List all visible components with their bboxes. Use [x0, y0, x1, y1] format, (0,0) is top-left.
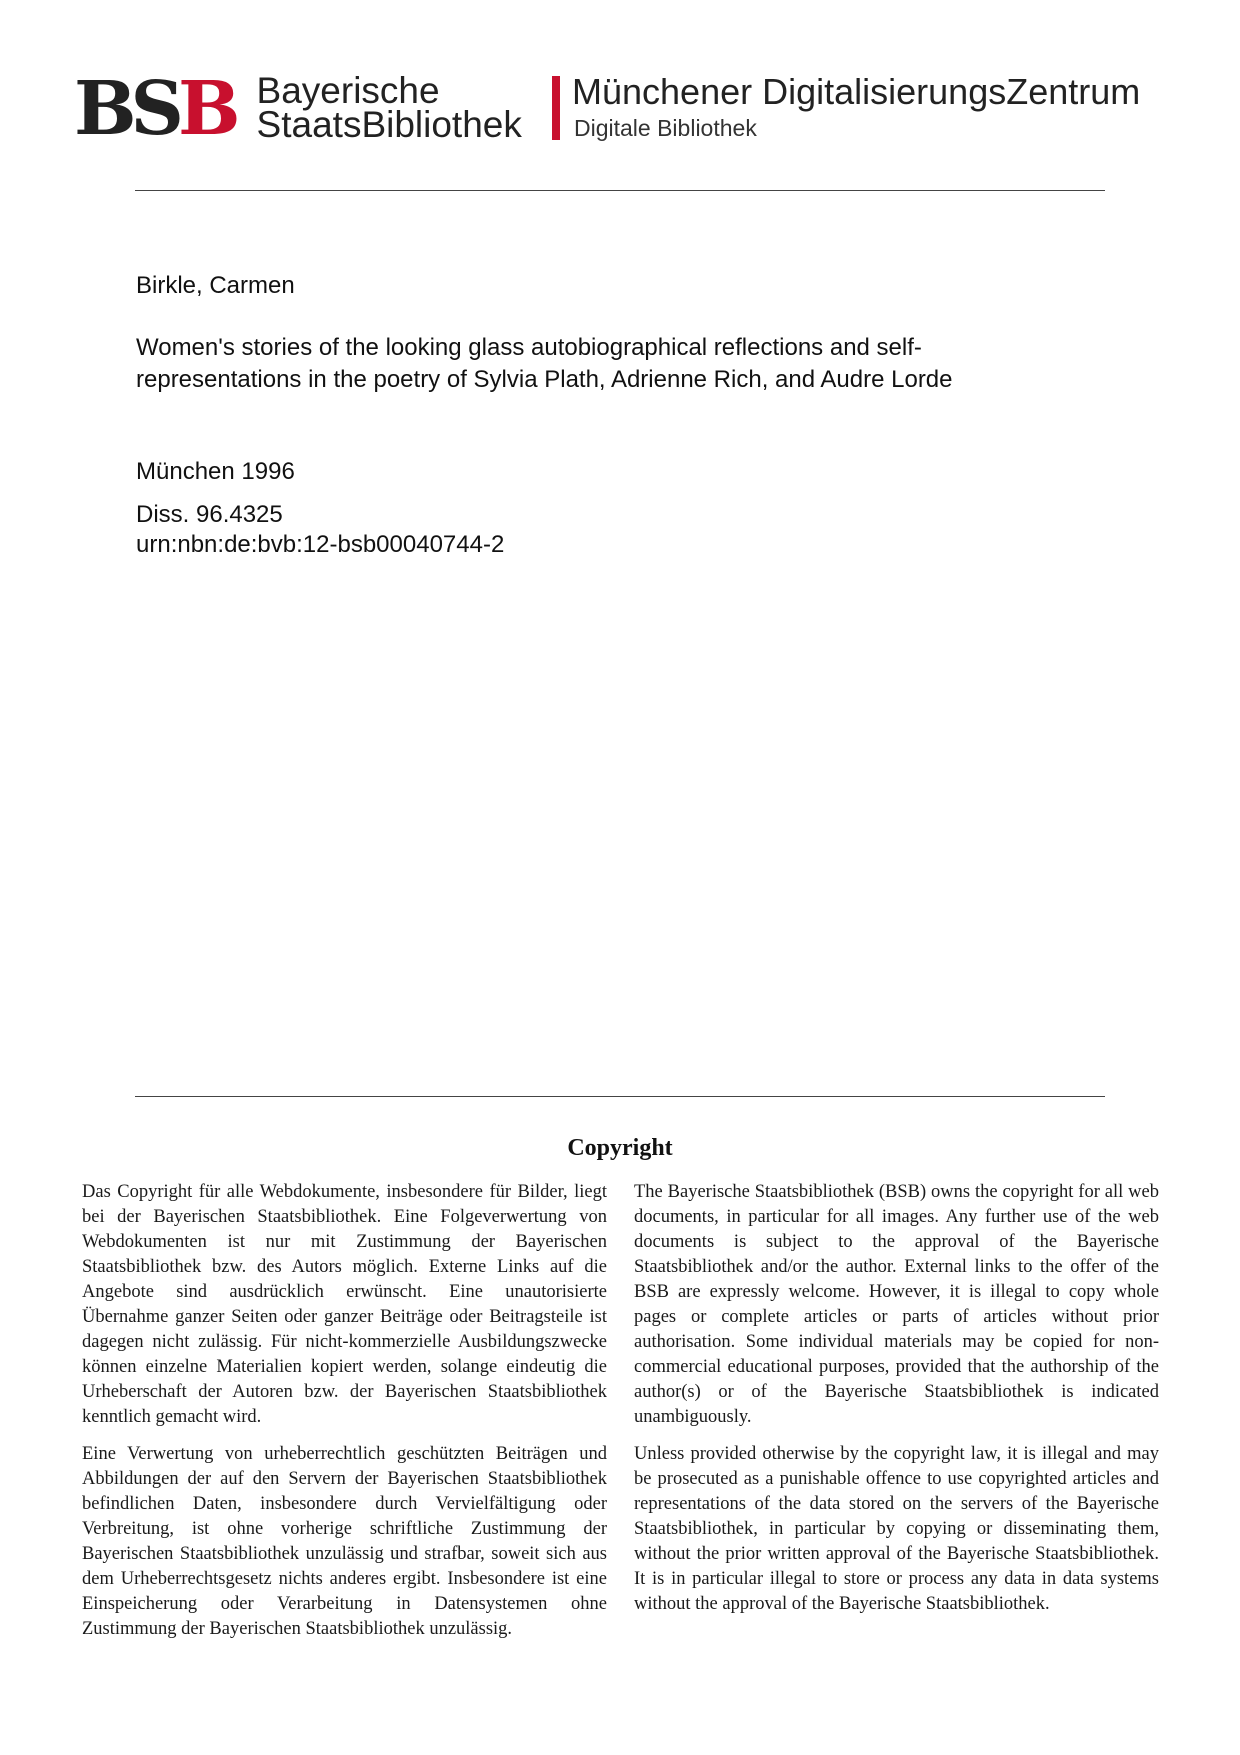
bsb-logo [74, 66, 522, 152]
copyright-german-paragraph-1: Das Copyright für alle Webdokumente, insbesondere für Bilder, liegt bei der Bayerischen Staatsbibliothek. Eine Folgeverwertung von Webdokumenten ist nur mit Zustimmung der Bayerischen Staatsbibliothek bzw. des Autors möglich. Externe Links auf die Angebote sind ausdrücklich erwünscht. Eine unautorisierte Übernahme ganzer Seiten oder ganzer Beiträge oder Beitragsteile ist dagegen nicht zulässig. Für nicht-kommerzielle Ausbildungszwecke können einzelne Materialien kopiert werden, solange eindeutig die Urheberschaft der Autoren bzw. der Bayerischen Staatsbibliothek kenntlich gemacht wird. [82, 1182, 607, 1427]
bsb-name-line1: Bayerische [256, 70, 440, 111]
record-author: Birkle, Carmen [136, 272, 295, 299]
bsb-name-line2: StaatsBibliothek [256, 104, 522, 145]
copyright-english-column [634, 1180, 1159, 1629]
record-title: Women's stories of the looking glass autobiographical reflections and self-representations in the poetry of Sylvia Plath, Adrienne Rich, and Audre Lorde [136, 334, 953, 393]
mdz-accent-bar [552, 76, 560, 140]
bsb-logo-name [256, 70, 522, 145]
copyright-german-column [82, 1180, 607, 1654]
mdz-title: Münchener DigitalisierungsZentrum [572, 71, 1141, 112]
top-divider [135, 190, 1105, 191]
copyright-english-paragraph-1: The Bayerische Staatsbibliothek (BSB) owns the copyright for all web documents, in particular for all images. Any further use of the web documents is subject to the approval of the Bayerische Staatsbibliothek and/or the author. External links to the offer of the BSB are expressly welcome. However, it is illegal to copy whole pages or complete articles or parts of articles without prior authorisation. Some individual materials may be copied for non-commercial educational purposes, provided that the authorship of the author(s) or of the Bayerische Staatsbibliothek is indicated unambiguously. [634, 1182, 1159, 1427]
record-urn: urn:nbn:de:bvb:12-bsb00040744-2 [136, 531, 505, 558]
page-header [0, 0, 1240, 200]
record-shelfmark: Diss. 96.4325 [136, 501, 283, 528]
record-place-year: München 1996 [136, 458, 295, 485]
bsb-logo-mark: BSB [74, 66, 235, 152]
mdz-subtitle: Digitale Bibliothek [574, 115, 757, 141]
copyright-english-paragraph-2: Unless provided otherwise by the copyright law, it is illegal and may be prosecuted as a punishable offence to use copyrighted articles and representations of the data stored on the servers of the Bayerische Staatsbibliothek, in particular by copying or disseminating them, without the prior written approval of the Bayerische Staatsbibliothek. It is in particular illegal to store or process any data in data systems without the approval of the Bayerische Staatsbibliothek. [634, 1444, 1159, 1614]
bottom-divider [135, 1096, 1105, 1097]
copyright-german-paragraph-2: Eine Verwertung von urheberrechtlich geschützten Beiträgen und Abbildungen der auf den Servern der Bayerischen Staatsbibliothek befindlichen Daten, insbesondere durch Vervielfältigung oder Verbreitung, ist ohne vorherige schriftliche Zustimmung der Bayerischen Staatsbibliothek unzulässig und strafbar, soweit sich aus dem Urheberrechtsgesetz nichts anderes ergibt. Insbesondere ist eine Einspeicherung oder Verarbeitung in Datensystemen ohne Zustimmung der Bayerischen Staatsbibliothek unzulässig. [82, 1444, 607, 1639]
copyright-heading: Copyright [567, 1135, 673, 1161]
